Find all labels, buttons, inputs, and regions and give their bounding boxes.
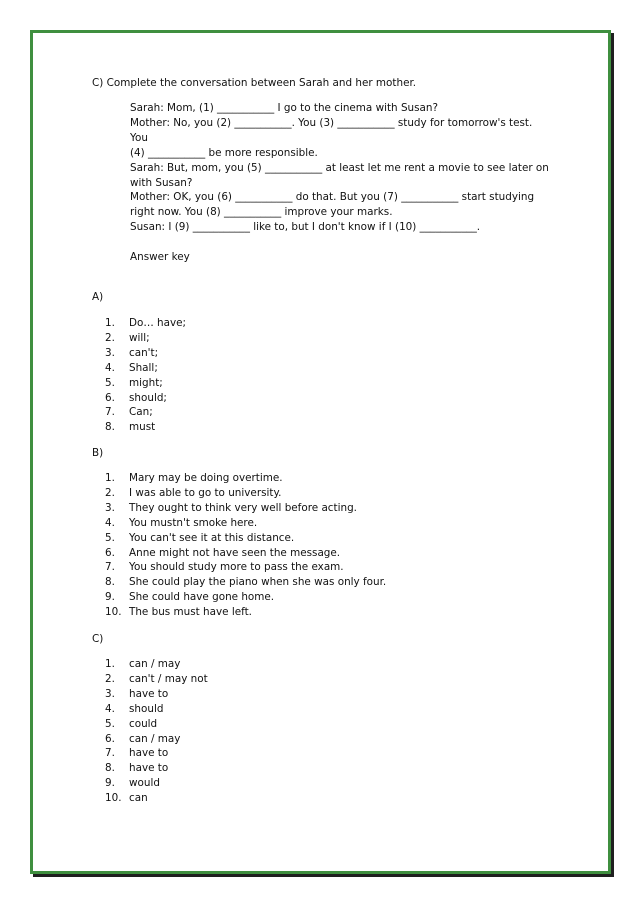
answer-key-label: Answer key [130, 251, 190, 263]
list-item: 8. must [105, 421, 156, 434]
section-c-list [105, 657, 208, 806]
dialog-line: Susan: I (9) ___________ like to, but I don't know if I (10) ___________. [130, 221, 481, 234]
conversation [130, 101, 550, 235]
list-item: 1. can / may [105, 658, 181, 670]
list-item: 5. You can't see it at this distance. [105, 531, 295, 544]
list-item: 4. Shall; [105, 361, 158, 374]
list-item: 8. She could play the piano when she was only four. [105, 576, 387, 589]
dialog-line: Sarah: But, mom, you (5) ___________ at least let me rent a movie to see later on [130, 161, 549, 174]
list-item: 1. Do… have; [105, 317, 187, 329]
list-item: 5. could [105, 717, 158, 730]
dialog-line: Mother: No, you (2) ___________. You (3) ___________ study for tomorrow's test. You [130, 116, 536, 144]
list-item: 3. They ought to think very well before acting. [105, 501, 357, 514]
section-a-heading: A) [92, 291, 104, 303]
list-item: 7. You should study more to pass the exam. [105, 561, 344, 574]
list-item: 9. would [105, 777, 160, 790]
list-item: 6. can / may [105, 732, 181, 745]
dialog-line: Mother: OK, you (6) ___________ do that. But you (7) ___________ start studying [130, 191, 535, 204]
section-c-heading: C) [92, 633, 104, 645]
section-a-list [105, 316, 186, 435]
list-item: 2. I was able to go to university. [105, 486, 282, 499]
list-item: 3. have to [105, 687, 169, 700]
list-item: 4. should [105, 702, 164, 715]
section-b-list [105, 471, 386, 620]
list-item: 3. can't; [105, 346, 159, 359]
list-item: 2. will; [105, 331, 150, 344]
section-b-heading: B) [92, 447, 104, 459]
exercise-instruction: C) Complete the conversation between Sarah and her mother. [92, 77, 417, 89]
list-item: 10. The bus must have left. [105, 606, 252, 619]
list-item: 4. You mustn't smoke here. [105, 516, 258, 529]
list-item: 1. Mary may be doing overtime. [105, 472, 283, 484]
list-item: 7. Can; [105, 406, 153, 419]
list-item: 8. have to [105, 762, 169, 775]
list-item: 5. might; [105, 376, 163, 389]
list-item: 7. have to [105, 747, 169, 760]
list-item: 6. should; [105, 391, 167, 404]
dialog-line: (4) ___________ be more responsible. [130, 146, 318, 159]
dialog-line: right now. You (8) ___________ improve your marks. [130, 206, 393, 219]
dialog-line: with Susan? [130, 176, 193, 189]
list-item: 10. can [105, 792, 148, 805]
list-item: 6. Anne might not have seen the message. [105, 546, 341, 559]
dialog-line: Sarah: Mom, (1) ___________ I go to the cinema with Susan? [130, 102, 439, 114]
list-item: 9. She could have gone home. [105, 591, 275, 604]
list-item: 2. can't / may not [105, 672, 208, 685]
